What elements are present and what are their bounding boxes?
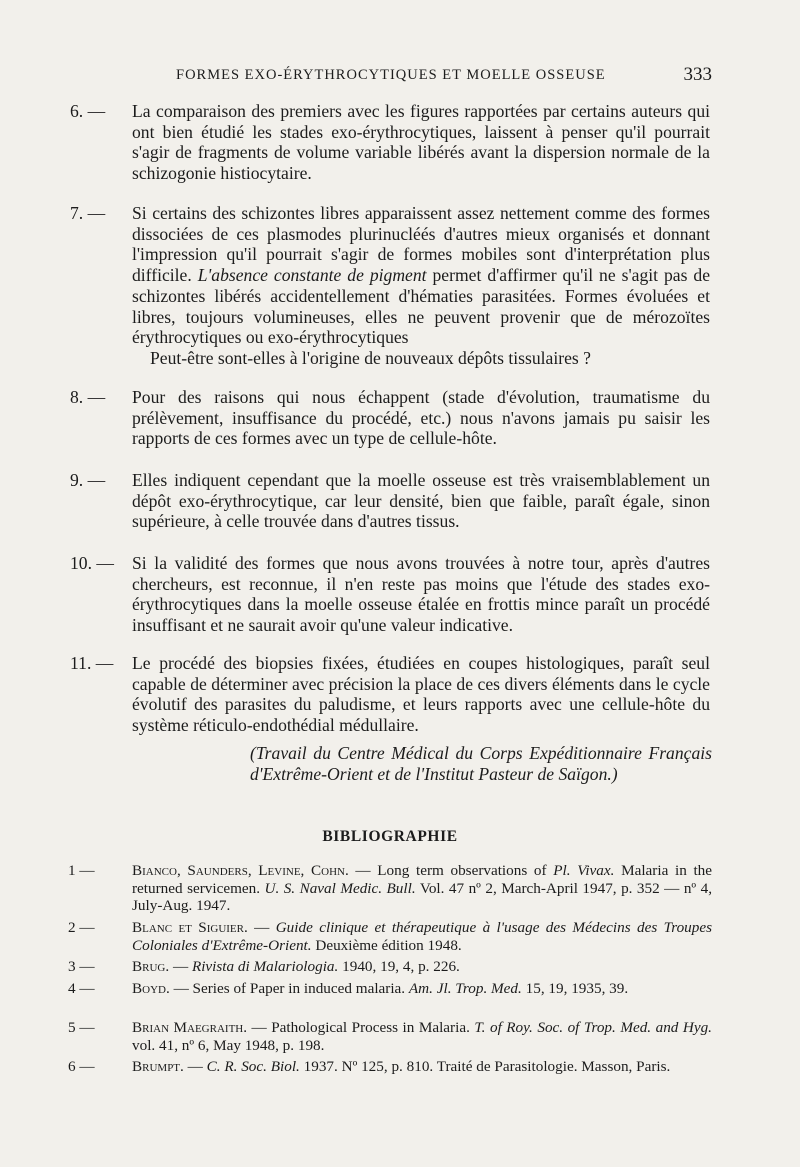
reference-part: — bbox=[247, 919, 276, 936]
reference-emphasis: Guide clinique et thérapeutique à l'usage des Médecins des Troupes Coloniales d'Extrême-Orient. bbox=[132, 919, 712, 954]
reference-emphasis: Rivista di Malariologia. bbox=[191, 958, 339, 975]
item-text-continuation: Peut-être sont-elles à l'origine de nouveaux dépôts tissulaires ? bbox=[150, 347, 591, 368]
reference-emphasis: Pl. Vivax. bbox=[553, 862, 615, 879]
reference-part: — bbox=[169, 958, 192, 975]
item-text: Elles indiquent cependant que la moelle osseuse est très vraisemblablement un dépôt exo-érythrocytique, car leur densité, bien que faible, paraît égale, sinon supérieure, à celle trouvée dans d'autres tissus. bbox=[132, 470, 710, 532]
conclusion-item bbox=[70, 203, 710, 369]
page-number: 333 bbox=[683, 64, 712, 85]
item-text: La comparaison des premiers avec les figures rapportées par certains auteurs qui ont bien étudié les stades exo-érythrocytiques, laissent à penser qu'il pourrait s'agir de fragments de volume variable libérés avant la dispersion normale de la schizogonie histiocytaire. bbox=[132, 101, 710, 184]
reference-text bbox=[132, 862, 712, 915]
conclusion-item bbox=[70, 101, 710, 184]
reference-part: — Pathological Process in Malaria. bbox=[247, 1019, 475, 1036]
reference-emphasis: U. S. Naval Medic. Bull. bbox=[264, 879, 416, 897]
reference-number: 1 — bbox=[68, 862, 95, 879]
reference-text bbox=[132, 1058, 712, 1076]
reference-number: 5 — bbox=[68, 1019, 95, 1036]
reference-part: — Long term observations of bbox=[348, 862, 554, 879]
reference-text bbox=[132, 958, 712, 976]
conclusion-item bbox=[70, 653, 710, 736]
reference-authors: Brug. bbox=[132, 958, 170, 975]
item-number: 6. — bbox=[70, 101, 106, 121]
reference-part: 15, 19, 1935, 39. bbox=[521, 980, 629, 997]
item-text-part: permet d'affirmer qu'il ne s'agit pas de schizontes libérés accidentellement d'hématies parasitées. Formes évoluées et libres, toujours volumineuses, elles ne peuvent provenir que de mérozoïtes érythrocytiques ou exo-érythrocytiques bbox=[132, 265, 710, 348]
reference-part: — bbox=[183, 1058, 207, 1075]
reference-text bbox=[132, 919, 712, 954]
running-title: FORMES EXO-ÉRYTHROCYTIQUES ET MOELLE OSSEUSE bbox=[176, 67, 606, 83]
item-number: 7. — bbox=[70, 203, 106, 223]
item-number: 11. — bbox=[70, 653, 114, 673]
reference-text bbox=[132, 980, 712, 998]
reference-authors: Brian Maegraith. bbox=[132, 1019, 248, 1036]
bibliography-entry bbox=[68, 1058, 712, 1076]
reference-part: vol. 41, nº 6, May 1948, p. 198. bbox=[132, 1036, 325, 1054]
conclusion-item bbox=[70, 553, 710, 636]
reference-authors: Boyd. bbox=[132, 980, 170, 997]
reference-text bbox=[132, 1019, 712, 1054]
bibliography-entry bbox=[68, 862, 712, 915]
reference-part: Vol. 47 nº 2, March-April 1947, p. 352 — nº 4, July-Aug. 1947. bbox=[132, 879, 712, 915]
reference-emphasis: Am. Jl. Trop. Med. bbox=[408, 980, 522, 997]
reference-part: 1940, 19, 4, p. 226. bbox=[338, 958, 460, 975]
item-text: Pour des raisons qui nous échappent (stade d'évolution, traumatisme du prélèvement, insuffisance du procédé, etc.) nous n'avons jamais pu saisir les rapports de ces formes avec un type de cellule-hôte. bbox=[132, 387, 710, 449]
item-text: Le procédé des biopsies fixées, étudiées en coupes histologiques, paraît seul capable de déterminer avec précision la place de ces divers éléments dans le cycle évolutif des parasites du paludisme, et leurs rapports avec une cellule-hôte du système réticulo-endothédial médullaire. bbox=[132, 653, 710, 736]
institution-credit: (Travail du Centre Médical du Corps Expéditionnaire Français d'Extrême-Orient et de l'Institut Pasteur de Saïgon.) bbox=[250, 743, 712, 784]
reference-authors: Brumpt. bbox=[132, 1058, 184, 1075]
conclusion-item bbox=[70, 470, 710, 532]
reference-emphasis: T. of Roy. Soc. of Trop. Med. and Hyg. bbox=[474, 1019, 712, 1036]
item-text bbox=[132, 203, 710, 348]
reference-part: Deuxième édition 1948. bbox=[311, 936, 462, 954]
reference-number: 3 — bbox=[68, 958, 95, 975]
item-number: 8. — bbox=[70, 387, 106, 407]
bibliography-entry bbox=[68, 919, 712, 954]
bibliography-entry bbox=[68, 980, 712, 998]
reference-part: 1937. Nº 125, p. 810. Traité de Parasitologie. Masson, Paris. bbox=[299, 1058, 671, 1075]
reference-emphasis: C. R. Soc. Biol. bbox=[206, 1058, 300, 1075]
item-number: 10. — bbox=[70, 553, 114, 573]
bibliography-entry bbox=[68, 1019, 712, 1054]
running-header bbox=[176, 64, 712, 88]
reference-authors: Bianco, Saunders, Levine, Cohn. bbox=[132, 862, 349, 879]
reference-part: — Series of Paper in induced malaria. bbox=[169, 980, 409, 997]
conclusion-item bbox=[70, 387, 710, 449]
bibliography-heading: BIBLIOGRAPHIE bbox=[322, 828, 458, 845]
item-text-emphasis: L'absence constante de pigment bbox=[197, 265, 427, 286]
reference-number: 6 — bbox=[68, 1058, 95, 1075]
reference-part: Malaria in the returned servicemen. bbox=[132, 862, 713, 897]
item-text: Si la validité des formes que nous avons trouvées à notre tour, après d'autres chercheurs, est reconnue, il n'en reste pas moins que l'étude des stades exo-érythrocytiques dans la moelle osseuse étalée en frottis mince paraît un procédé insuffisant et ne saurait avoir qu'une valeur indicative. bbox=[132, 553, 710, 636]
bibliography-entry bbox=[68, 958, 712, 976]
item-text-part: Si certains des schizontes libres apparaissent assez nettement comme des formes dissociées de ces plasmodes plurinucléés d'autres mieux organisés et donnant l'impression qu'il pourrait s'agir de formes mobiles sont d'interprétation plus difficile. bbox=[132, 203, 710, 286]
reference-authors: Blanc et Siguier. bbox=[132, 919, 248, 936]
reference-number: 4 — bbox=[68, 980, 95, 997]
item-number: 9. — bbox=[70, 470, 106, 490]
reference-number: 2 — bbox=[68, 919, 95, 936]
